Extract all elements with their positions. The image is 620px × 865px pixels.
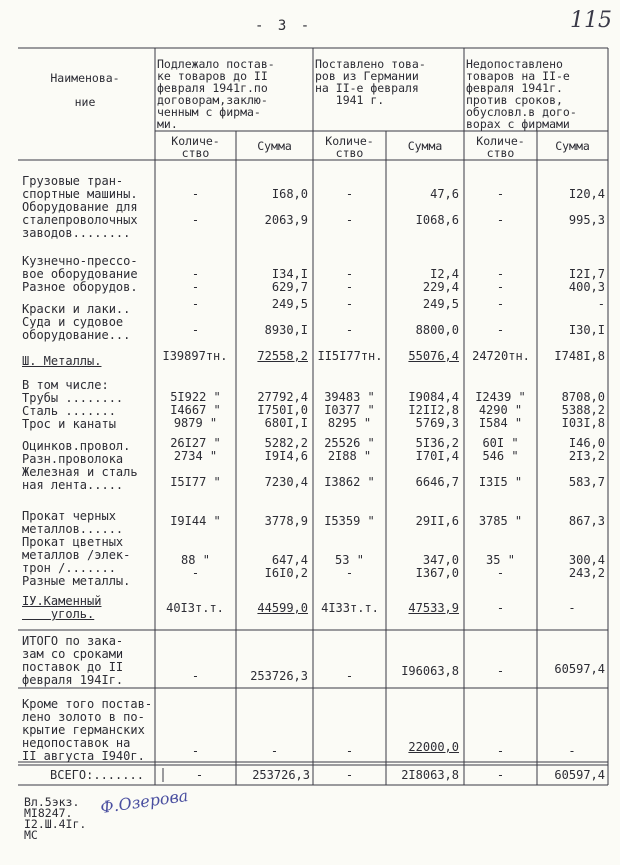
row-sum-1: 72558,2 (257, 349, 308, 363)
row-sum-1: 27792,4 I750I,0 680I,I (257, 390, 308, 430)
row-qty-3: 24720тн. (472, 349, 530, 363)
row-sum-3: - I30,I (568, 297, 605, 337)
page-number: - 3 - (255, 18, 313, 34)
header-qty-2: Количе- ство (325, 134, 374, 160)
row-name: Грузовые тран- спортные машины. Оборудование для сталепроволочных заводов........ (22, 174, 138, 240)
row-qty-1: - (191, 669, 200, 683)
row-sum-3: 8708,0 5388,2 I03I,8 (561, 390, 605, 430)
row-sum-3: I46,0 2I3,2 583,7 (568, 436, 605, 489)
row-qty-2: - - (345, 267, 354, 294)
row-sum-2: 249,5 8800,0 (415, 297, 459, 337)
row-name: IУ.Каменный уголь. (22, 594, 102, 621)
distribution-footer: Вл.5экз. МI8247. I2.Ш.4Iг. МС (24, 795, 87, 842)
row-name: Оцинков.провол. Разн.проволока Железная и сталь ная лента..... (22, 439, 138, 492)
row-sum-2: I9084,4 I2II2,8 5769,3 (408, 390, 459, 430)
row-qty-2: 39483 " I0377 " 8295 " (324, 390, 375, 430)
row-name: ИТОГО по зака- зам со сроками поставок до II февраля 194Iг. (22, 634, 124, 687)
row-qty-3: - (496, 664, 505, 678)
header-qty-3: Количе- ство (476, 134, 525, 160)
row-qty-1: I9I44 " 88 " - (170, 514, 221, 580)
row-qty-3: - - (496, 267, 505, 294)
row-qty-1: 40I3т.т. (166, 601, 224, 615)
row-qty-1: - (191, 744, 200, 758)
row-sum-3: 60597,4 (554, 768, 605, 782)
row-sum-2: 5I36,2 I70I,4 6646,7 (415, 436, 459, 489)
row-qty-3: - (496, 744, 505, 758)
row-qty-3: 60I " 546 " I3I5 " (478, 436, 523, 489)
row-sum-1: I34,I 629,7 (271, 267, 308, 294)
row-qty-3: - (496, 601, 505, 615)
row-sum-3: I748I,8 (554, 349, 605, 363)
header-name: Наименова- ние (50, 71, 120, 109)
row-qty-1: - (195, 768, 204, 782)
row-qty-2: 25526 " 2I88 " I3862 " (324, 436, 375, 489)
row-name: Кроме того постав- лено золото в по- крытие германских недопоставок на II августа I940г. (22, 697, 153, 763)
row-sum-2: 29II,6 347,0 I367,0 (415, 514, 459, 580)
row-sum-3: - (568, 601, 576, 615)
row-qty-2: I5359 " 53 " - (324, 514, 375, 580)
header-group-delivered: Поставлено това- ров из Германии на II-е февраля 1941 г. (315, 57, 426, 107)
handwritten-signature: Ф.Озерова (99, 785, 190, 818)
row-name-total: ВСЕГО:....... (50, 768, 144, 782)
row-qty-3: I2439 " 4290 " I584 " (475, 390, 526, 430)
row-name: В том числе: Трубы ........ Сталь ....... Трос и канаты (22, 378, 124, 431)
row-sum-2: 47533,9 (408, 601, 459, 615)
row-sum-1: I68,0 2063,9 (264, 187, 308, 227)
row-qty-1: I39897тн. (162, 349, 228, 363)
row-qty-1: - - (191, 267, 200, 294)
row-sum-3: I20,4 995,3 (568, 187, 605, 227)
row-qty-2: - - (345, 187, 354, 227)
row-sum-2: 22000,0 (408, 740, 459, 754)
archive-number: 115 (570, 8, 612, 33)
header-group-to-deliver: Подлежало постав- ке товаров до II февраля 1941г.по договорам,заклю- ченным с фирма- ми. (157, 57, 275, 131)
row-sum-1: 3778,9 647,4 I6I0,2 (264, 514, 308, 580)
header-sum-3: Сумма (555, 139, 590, 153)
row-qty-3: - - (496, 297, 505, 337)
row-sum-2: 2I8063,8 (401, 768, 459, 782)
row-sum-2: 47,6 I068,6 (415, 187, 459, 227)
row-sum-1: - (270, 744, 279, 758)
row-sum-2: I2,4 229,4 (422, 267, 459, 294)
row-qty-1: 5I922 " I4667 " 9879 " (170, 390, 221, 430)
row-name: Прокат черных металлов...... Прокат цветных металлов /элек- трон /....... Разные металлы. (22, 509, 131, 588)
row-qty-1: - - (191, 297, 200, 337)
row-sum-1: 253726,3 (252, 768, 310, 782)
row-qty-2: 4I33т.т. (321, 601, 379, 615)
row-qty-1: - - (191, 187, 200, 227)
header-group-undelivered: Недопоставлено товаров на II-е февраля 1941г. против сроков, обусловл.в дого- ворах с фирмами (466, 57, 577, 131)
header-qty-1: Количе- ство (171, 134, 220, 160)
row-qty-2: - (345, 768, 354, 782)
row-sum-1: 253726,3 (250, 669, 308, 683)
row-qty-2: II5I77тн. (317, 349, 383, 363)
row-sum-1: 5282,2 I9I4,6 7230,4 (264, 436, 308, 489)
row-sum-2: 55076,4 (408, 349, 459, 363)
header-sum-1: Сумма (257, 139, 292, 153)
row-sum-3: - (568, 744, 576, 758)
row-qty-2: - - (345, 297, 354, 337)
row-sum-3: 867,3 300,4 243,2 (568, 514, 605, 580)
row-sum-1: 44599,0 (257, 601, 308, 615)
header-sum-2: Сумма (407, 139, 443, 153)
row-qty-3: - (496, 768, 505, 782)
row-qty-2: - (345, 669, 354, 683)
row-sum-3: I2I,7 400,3 (568, 267, 605, 294)
row-qty-3: - - (496, 187, 505, 227)
row-name: Краски и лаки.. Суда и судовое оборудование... (22, 302, 131, 342)
row-sum-1: 249,5 8930,I (264, 297, 308, 337)
row-qty-1: 26I27 " 2734 " I5I77 " (170, 436, 221, 489)
row-sum-2: I96063,8 (401, 664, 459, 678)
row-qty-2: - (345, 744, 354, 758)
row-qty-3: 3785 " 35 " - (478, 514, 523, 580)
row-name: Кузнечно-прессо- вое оборудование Разное оборудов. (22, 254, 138, 294)
row-sum-3: 60597,4 (554, 662, 605, 676)
row-name: Ш. Металлы. (22, 354, 102, 368)
